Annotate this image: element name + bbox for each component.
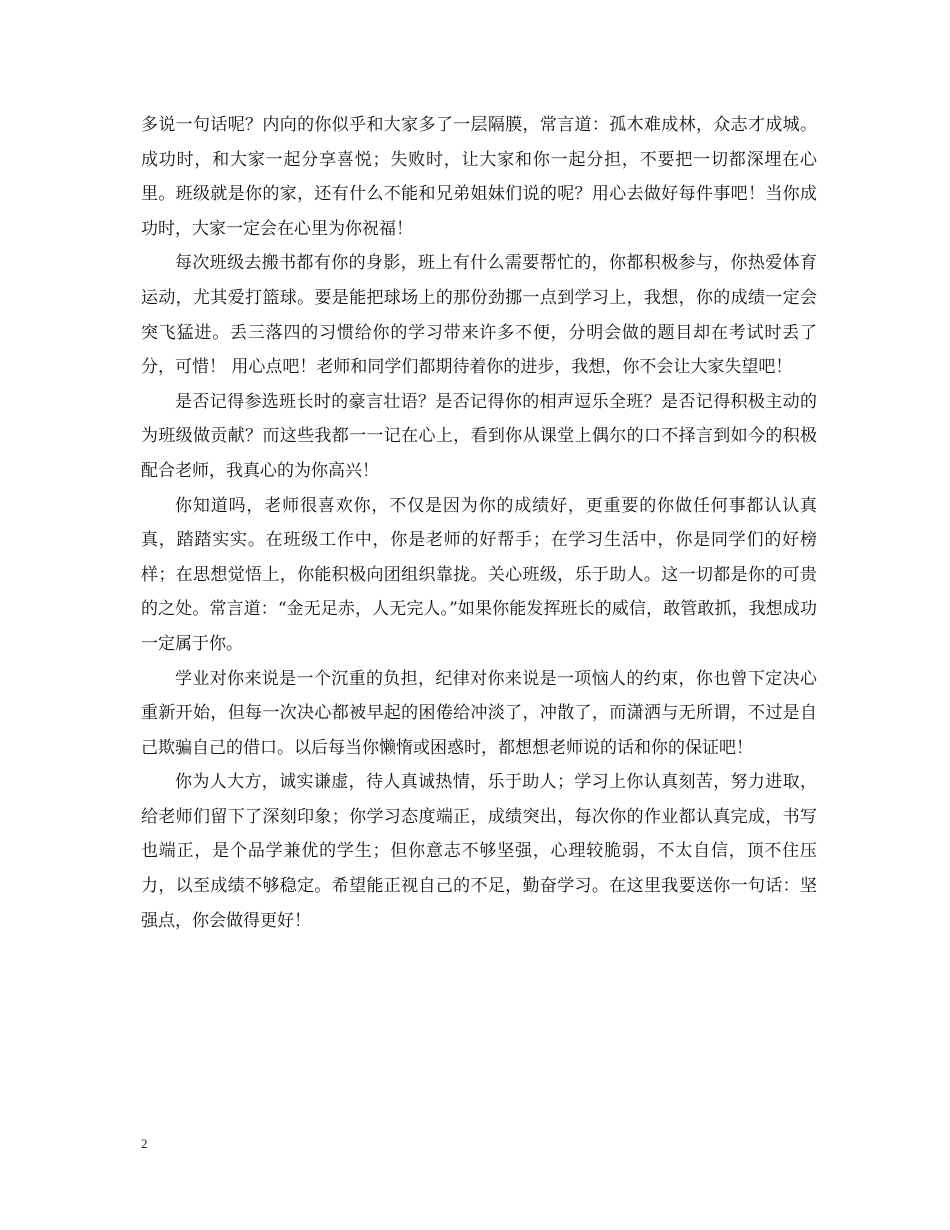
document-body [141, 108, 817, 938]
paragraph-3: 是否记得参选班长时的豪言壮语？是否记得你的相声逗乐全班？是否记得积极主动的为班级做贡献？而这些我都一一记在心上，看到你从课堂上偶尔的口不择言到如今的积极配合老师，我真心的为你高兴！ [141, 391, 817, 481]
page-number: 2 [141, 1136, 148, 1151]
paragraph-5: 学业对你来说是一个沉重的负担，纪律对你来说是一项恼人的约束，你也曾下定决心重新开始，但每一次决心都被早起的困倦给冲淡了，冲散了，而潇洒与无所谓，不过是自己欺骗自己的借口。以后每当你懒惰或困惑时，都想想老师说的话和你的保证吧！ [141, 668, 817, 758]
paragraph-1: 多说一句话呢？内向的你似乎和大家多了一层隔膜，常言道：孤木难成林，众志才成城。成功时，和大家一起分享喜悦；失败时，让大家和你一起分担，不要把一切都深埋在心里。班级就是你的家，还有什么不能和兄弟姐妹们说的呢？用心去做好每件事吧！当你成功时，大家一定会在心里为你祝福！ [141, 115, 817, 239]
paragraph-2: 每次班级去搬书都有你的身影，班上有什么需要帮忙的，你都积极参与，你热爱体育运动，尤其爱打篮球。要是能把球场上的那份劲挪一点到学习上，我想，你的成绩一定会突飞猛进。丢三落四的习惯给你的学习带来许多不便，分明会做的题目却在考试时丢了分，可惜！ 用心点吧！老师和同学们都期待着你的进步，我想，你不会让大家失望吧！ [141, 253, 817, 378]
paragraph-6: 你为人大方，诚实谦虚，待人真诚热情，乐于助人；学习上你认真刻苦，努力进取，给老师们留下了深刻印象；你学习态度端正，成绩突出，每次你的作业都认真完成，书写也端正，是个品学兼优的学生；但你意志不够坚强，心理较脆弱，不太自信，顶不住压力，以至成绩不够稳定。希望能正视自己的不足，勤奋学习。在这里我要送你一句话：坚强点，你会做得更好！ [141, 772, 817, 931]
paragraph-4: 你知道吗，老师很喜欢你，不仅是因为你的成绩好，更重要的你做任何事都认认真真，踏踏实实。在班级工作中，你是老师的好帮手；在学习生活中，你是同学们的好榜样；在思想觉悟上，你能积极向团组织靠拢。关心班级，乐于助人。这一切都是你的可贵的之处。常言道：“金无足赤，人无完人。”如果你能发挥班长的威信，敢管敢抓，我想成功一定属于你。 [141, 495, 817, 654]
